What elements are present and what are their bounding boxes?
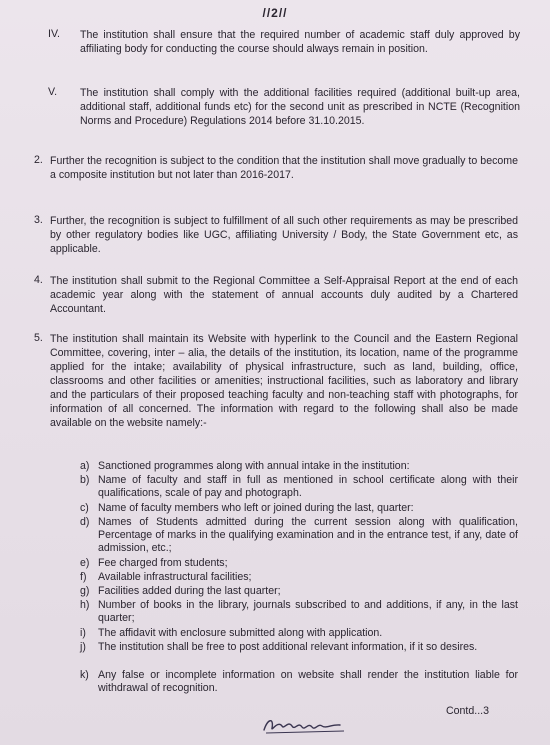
clause-marker: V.: [48, 86, 58, 98]
sub-item-b-text: Name of faculty and staff in full as mentioned in school certificate along with their qualifications, scale of pay and photograph.: [98, 474, 518, 500]
sub-item-e-text: Fee charged from students;: [98, 557, 228, 569]
sub-item-j-text: The institution shall be free to post additional relevant information, if it so desires.: [98, 641, 478, 653]
sub-item-i-text: The affidavit with enclosure submitted along with application.: [98, 627, 383, 639]
clause-text: [80, 28, 520, 56]
item-3-text: Further, the recognition is subject to fulfillment of all such other requirements as may be prescribed by other regulatory bodies like UGC, affiliating University / Body, the State Government etc, as applicable.: [50, 215, 518, 255]
sub-item-marker: c): [80, 502, 89, 514]
item-4-text: The institution shall submit to the Regional Committee a Self-Appraisal Report at the end of each academic year along with the statement of annual accounts duly audited by a Chartered Accountant.: [50, 275, 518, 315]
signature-image: [260, 712, 350, 736]
sub-item-marker: b): [80, 474, 90, 486]
sub-item-marker: h): [80, 599, 90, 611]
sub-item-c-text: Name of faculty members who left or joined during the last, quarter:: [98, 502, 414, 514]
item-2-text: Further the recognition is subject to the condition that the institution shall move gradually to become a composite institution but not later than 2016-2017.: [50, 155, 518, 181]
item-text: [50, 332, 518, 430]
sub-item-k-text: Any false or incomplete information on website shall render the institution liable for withdrawal of recognition.: [98, 669, 518, 695]
sub-item-marker: k): [80, 669, 89, 681]
clause-marker: IV.: [48, 28, 60, 40]
sub-item-marker: g): [80, 585, 90, 597]
sub-item-h-text: Number of books in the library, journals subscribed to and additions, if any, in the last quarter;: [98, 599, 518, 625]
item-text: [50, 274, 518, 316]
clause-v-text: The institution shall comply with the additional facilities required (additional built-up area, additional staff, additional funds etc) for the second unit as prescribed in NCTE (Recognition Norms and Procedure) Regulations 2014 before 31.10.2015.: [80, 87, 520, 127]
sub-item-f-text: Available infrastructural facilities;: [98, 571, 252, 583]
item-marker: 2.: [34, 154, 43, 166]
sub-item-marker: i): [80, 627, 86, 639]
sub-item-marker: j): [80, 641, 86, 653]
sub-item-marker: e): [80, 557, 90, 569]
item-text: [50, 154, 518, 182]
item-text: [50, 214, 518, 256]
sub-item-g-text: Facilities added during the last quarter;: [98, 585, 281, 597]
item-marker: 5.: [34, 332, 43, 344]
clause-text: [80, 86, 520, 128]
continued-note: Contd...3: [446, 705, 489, 717]
sub-item-d-text: Names of Students admitted during the current session along with qualification, Percentage of marks in the qualifying examination and in the entrance test, if any, date of admission, etc.;: [98, 516, 518, 555]
sub-item-a-text: Sanctioned programmes along with annual intake in the institution:: [98, 460, 410, 472]
page-number: //2//: [262, 6, 288, 20]
sub-item-marker: f): [80, 571, 87, 583]
clause-iv-text: The institution shall ensure that the required number of academic staff duly approved by affiliating body for conducting the course should always remain in position.: [80, 29, 520, 55]
item-marker: 4.: [34, 274, 43, 286]
item-marker: 3.: [34, 214, 43, 226]
item-5-text: The institution shall maintain its Website with hyperlink to the Council and the Eastern Regional Committee, covering, inter – alia, the details of the institution, its location, name of the programme applied for the intake; availability of physical infrastructure, such as land, building, office, classrooms and other facilities or amenities; instructional facilities, such as laboratory and library and the particulars of their proposed teaching faculty and non-teaching staff with photographs, for information of all concerned. The information with regard to the following shall also be made available on the website namely:-: [50, 333, 518, 429]
sub-item-marker: a): [80, 460, 90, 472]
sub-item-marker: d): [80, 516, 90, 528]
